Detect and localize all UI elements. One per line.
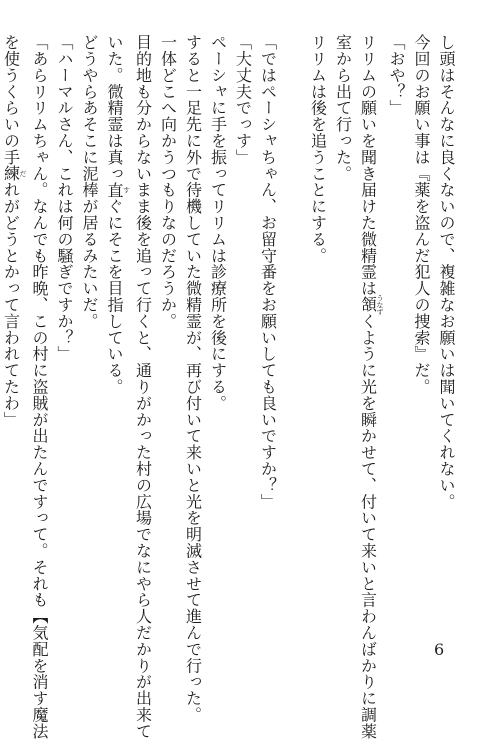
text-line bbox=[0, 34, 27, 594]
ruby-word bbox=[105, 181, 131, 199]
text-line: 「ではペーシャちゃん、お留守番をお願いしても良いですか？」 bbox=[258, 34, 278, 510]
text-fragment: れがどうとかって言われてたわ」 bbox=[1, 181, 21, 428]
text-line: すると一足先に外で待機していた微精霊が、再び付いて来いと光を明滅させて進んで行った。 bbox=[183, 34, 203, 723]
text-fragment: くように光を瞬かせて、付いて来いと言わんばかりに調薬 bbox=[358, 312, 378, 739]
text-line: 「大丈夫でっす」 bbox=[233, 34, 253, 166]
ruby-reading: うなず bbox=[376, 294, 384, 316]
ruby-base: 頷 bbox=[358, 294, 378, 316]
text-line: 「おや？」 bbox=[387, 34, 406, 116]
text-line: 今回のお願い事は『薬を盗んだ犯人の捜索』だ。 bbox=[412, 34, 431, 395]
text-line bbox=[356, 34, 385, 739]
text-line: 「ハーマルさん、これは何の騒ぎですか？」 bbox=[55, 34, 74, 362]
text-line: ペーシャに手を振ってリリムは診療所を後にする。 bbox=[208, 34, 228, 412]
text-line: 目的地も分からないまま後を追って行くと、通りがかった村の広場でなにやら人だかりが出来て bbox=[133, 34, 153, 739]
ruby-reading: す bbox=[122, 181, 131, 199]
text-line: 室から出て行った。 bbox=[333, 34, 353, 182]
ruby-word bbox=[1, 165, 27, 182]
text-line: 「あらリリムちゃん。なんでも昨晩、この村に盗賊が出たんですって。それも【気配を消す魔法 bbox=[30, 34, 49, 739]
page-number: 6 bbox=[434, 640, 445, 659]
text-line: 一体どこへ向かうつもりなのだろうか。 bbox=[158, 34, 178, 330]
text-line bbox=[102, 34, 131, 594]
blank-line bbox=[281, 34, 306, 594]
text-fragment: を使うくらいの手 bbox=[1, 34, 21, 166]
ruby-base: 練 bbox=[1, 165, 21, 182]
text-line: し頭はそんなに良くないので、複雑なお願いは聞いてくれない。 bbox=[437, 34, 456, 510]
text-line: リリムは後を追うことにする。 bbox=[308, 34, 328, 264]
text-fragment: リリムの願いを聞き届けた微精霊は bbox=[358, 34, 378, 297]
vertical-text-body bbox=[0, 34, 459, 739]
ruby-word bbox=[358, 294, 384, 316]
ruby-base: 直 bbox=[105, 181, 124, 199]
text-fragment: ぐにそこを目指している。 bbox=[105, 198, 124, 395]
text-fragment: いた。微精霊は真っ bbox=[105, 34, 124, 182]
ruby-reading: だ bbox=[19, 165, 27, 182]
text-line: どうやらあそこに泥棒が居るみたいだ。 bbox=[80, 34, 99, 330]
